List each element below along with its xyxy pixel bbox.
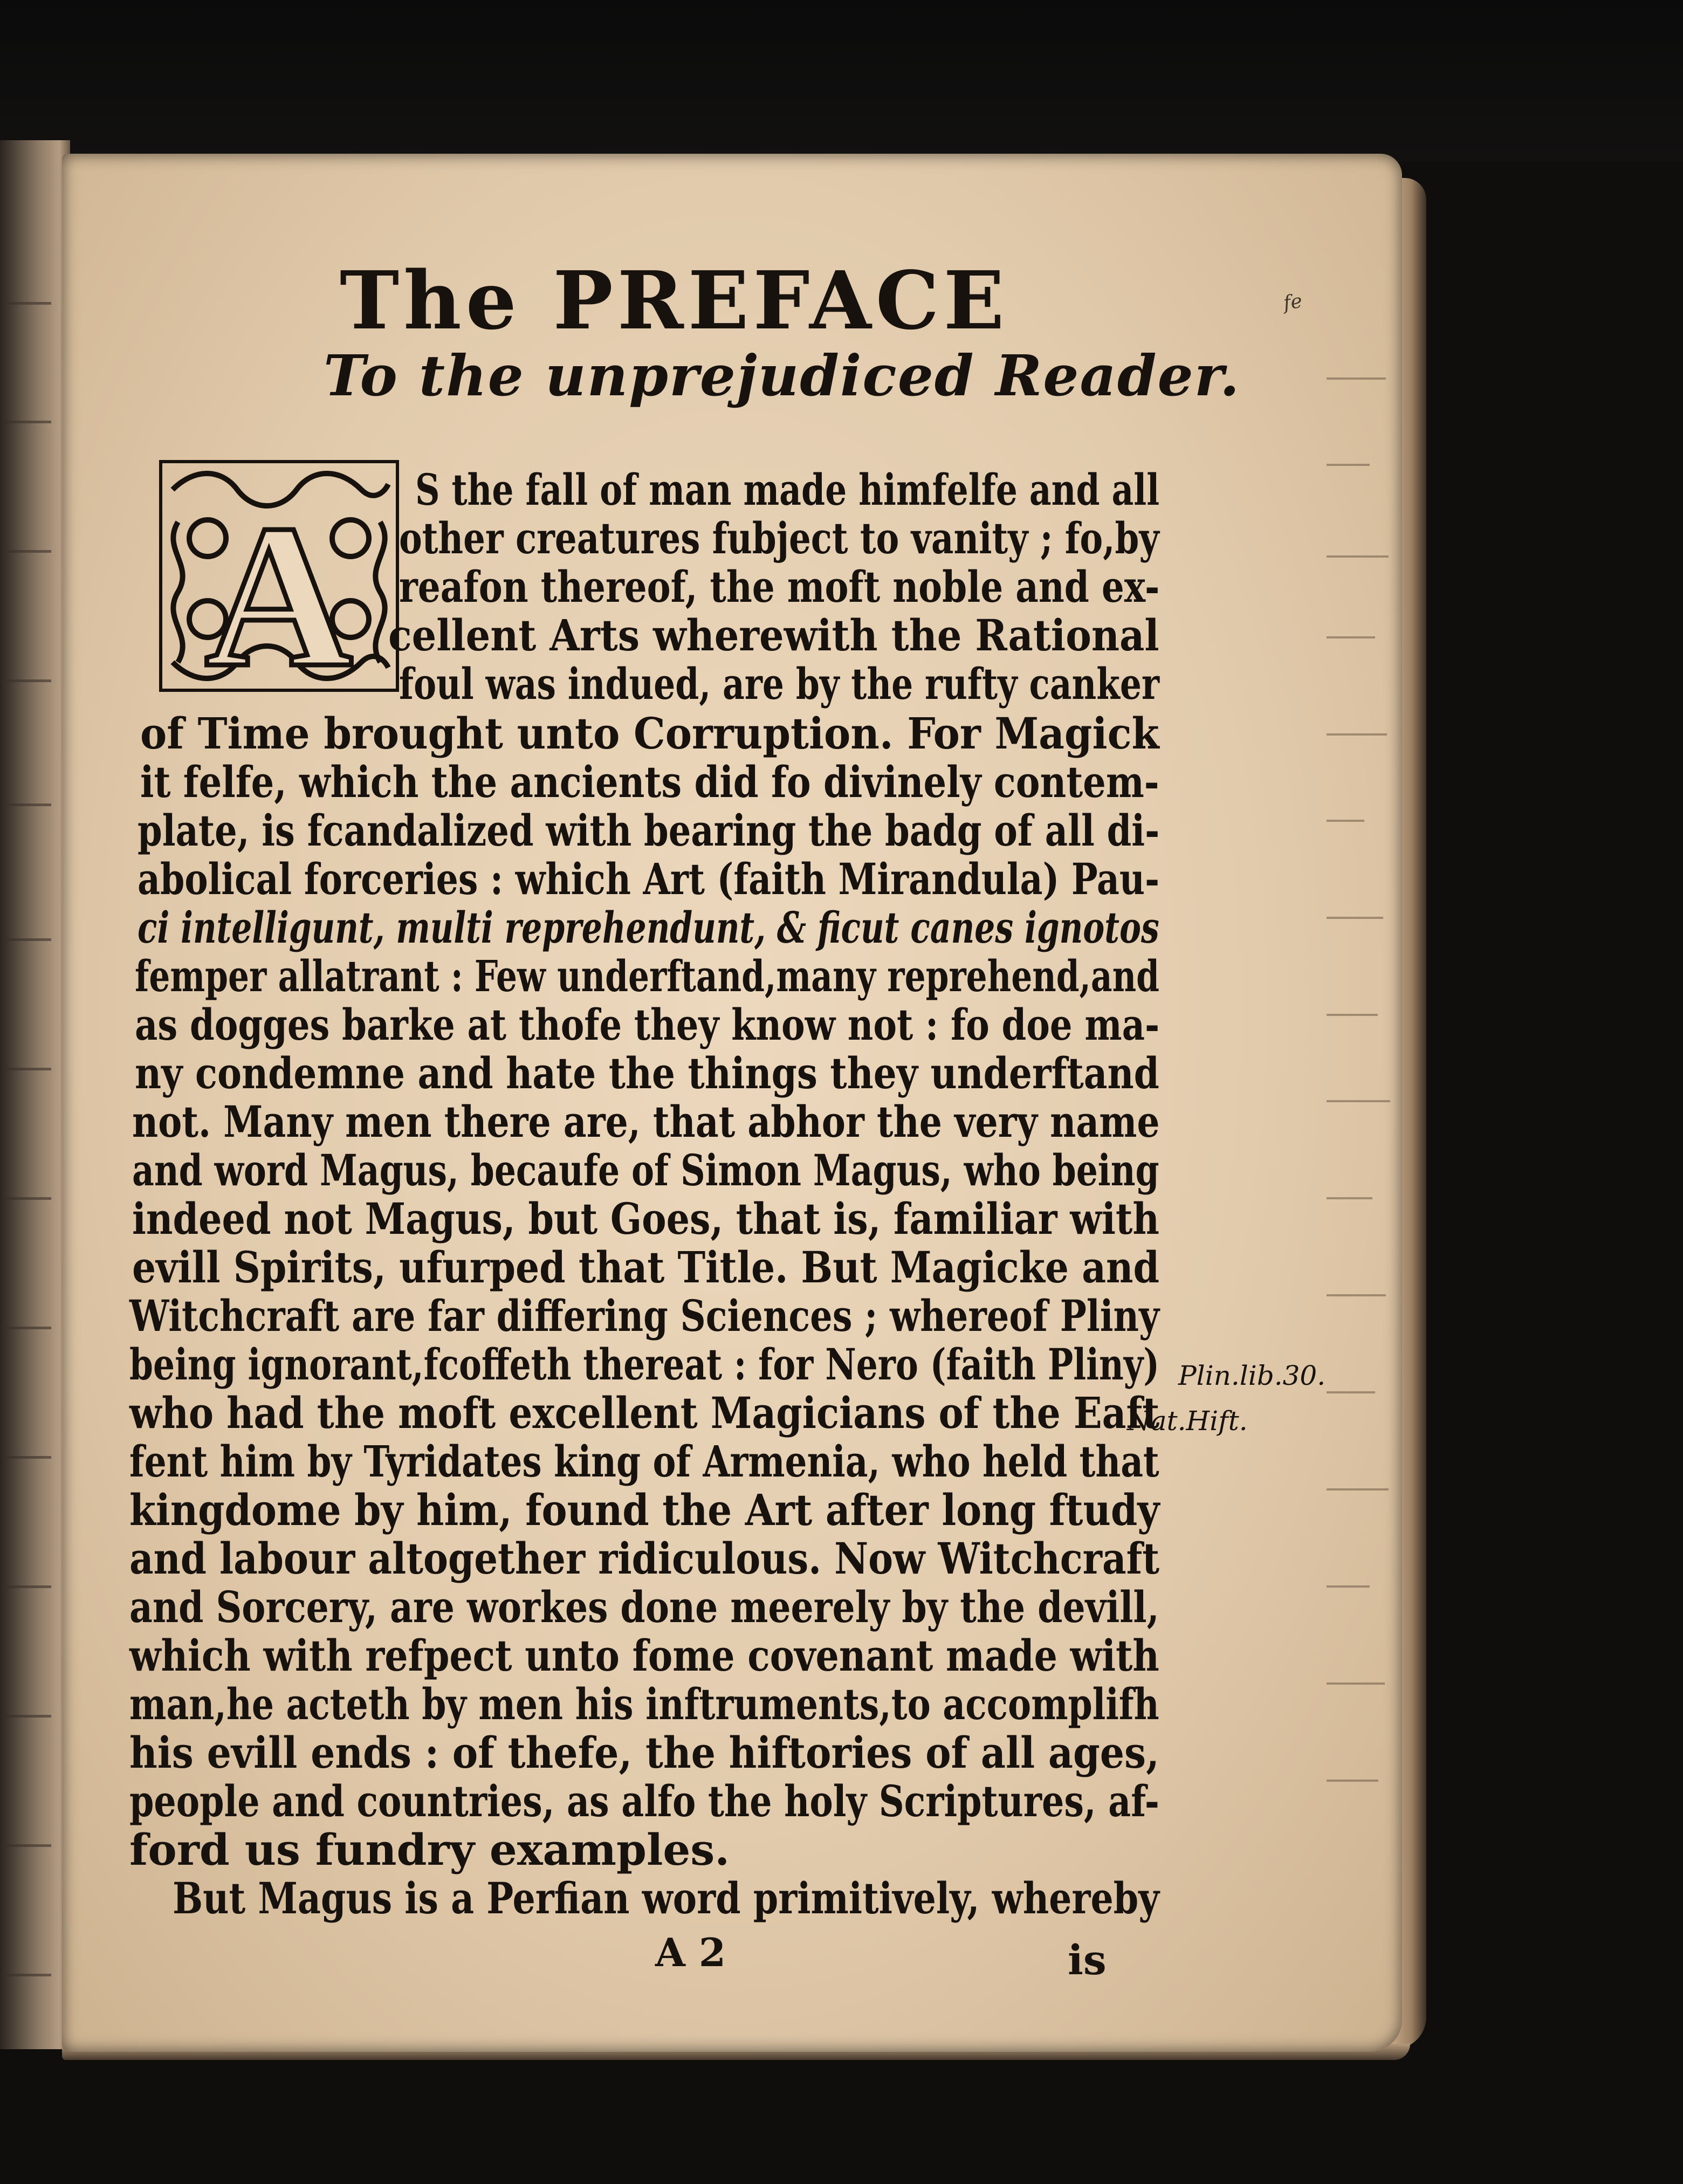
text-line: Witchcraft are far differing Sciences ; whereof Pliny: [129, 1290, 1159, 1341]
text-line: reafon thereof, the moft noble and ex-: [399, 561, 1160, 612]
text-line: other creatures fubject to vanity ; fo,by: [399, 513, 1159, 564]
text-line: who had the moft excellent Magicians of the Eaft: [129, 1388, 1160, 1438]
text-line: which with refpect unto fome covenant made with: [129, 1630, 1159, 1681]
text-line: ny condemne and hate the things they underftand: [135, 1048, 1159, 1098]
text-line: indeed not Magus, but Goes, that is, familiar with: [132, 1193, 1159, 1244]
text-line: as dogges barke at thofe they know not : fo doe ma-: [135, 999, 1160, 1050]
text-line: evill Spirits, ufurped that Title. But Magicke and: [132, 1242, 1160, 1293]
text-line: ci intelligunt, multi reprehendunt, & ficut canes ignotos: [138, 902, 1159, 953]
text-line: and labour altogether ridiculous. Now Witchcraft: [129, 1533, 1160, 1584]
text-line: it felfe, which the ancients did fo divinely contem-: [140, 757, 1159, 807]
page-edge-texture: [1327, 377, 1391, 1887]
text-line: femper allatrant : Few underftand,many reprehend,and: [135, 951, 1159, 1001]
text-line: foul was indued, are by the rufty canker: [399, 658, 1160, 709]
text-line: cellent Arts wherewith the Rational: [388, 610, 1159, 661]
facing-page-edge: [0, 140, 70, 2049]
marginal-note: Nat.Hift.: [1127, 1405, 1248, 1437]
text-line: But Magus is a Perfian word primitively, whereby: [173, 1873, 1159, 1924]
ornamental-initial-icon: [156, 457, 402, 695]
text-line: kingdome by him, found the Art after long ftudy: [129, 1485, 1160, 1535]
ornamental-initial: [156, 457, 402, 695]
text-line: people and countries, as alfo the holy Scriptures, af-: [129, 1776, 1159, 1826]
preface-title: The PREFACE: [340, 253, 1009, 347]
text-line: being ignorant,fcoffeth thereat : for Nero (faith Pliny): [129, 1339, 1160, 1390]
preface-subtitle: To the unprejudiced Reader.: [324, 342, 1241, 409]
signature-mark: A 2: [655, 1929, 726, 1975]
text-line: plate, is fcandalized with bearing the badg of all di-: [138, 805, 1160, 856]
text-line: abolical forceries : which Art (faith Mirandula) Pau-: [138, 854, 1160, 904]
text-line: and Sorcery, are workes done meerely by the devill,: [129, 1582, 1159, 1632]
text-line: fent him by Tyridates king of Armenia, who held that: [129, 1436, 1159, 1487]
catchword: is: [1068, 1936, 1107, 1984]
svg-text:A: A: [204, 483, 353, 695]
scan-background: [0, 0, 1683, 162]
text-line: and word Magus, becaufe of Simon Magus, who being: [132, 1145, 1159, 1196]
text-line: of Time brought unto Corruption. For Magick: [140, 708, 1159, 759]
text-line: S the fall of man made himfelfe and all: [415, 464, 1160, 515]
text-line: his evill ends : of thefe, the hiftories of all ages,: [129, 1727, 1159, 1778]
corner-annotation: fe: [1282, 290, 1304, 315]
text-line: man,he acteth by men his inftruments,to accomplifh: [129, 1679, 1159, 1729]
text-line: ford us fundry examples.: [129, 1824, 730, 1875]
text-line: not. Many men there are, that abhor the very name: [132, 1096, 1160, 1147]
marginal-note: Plin.lib.30.: [1178, 1360, 1326, 1391]
